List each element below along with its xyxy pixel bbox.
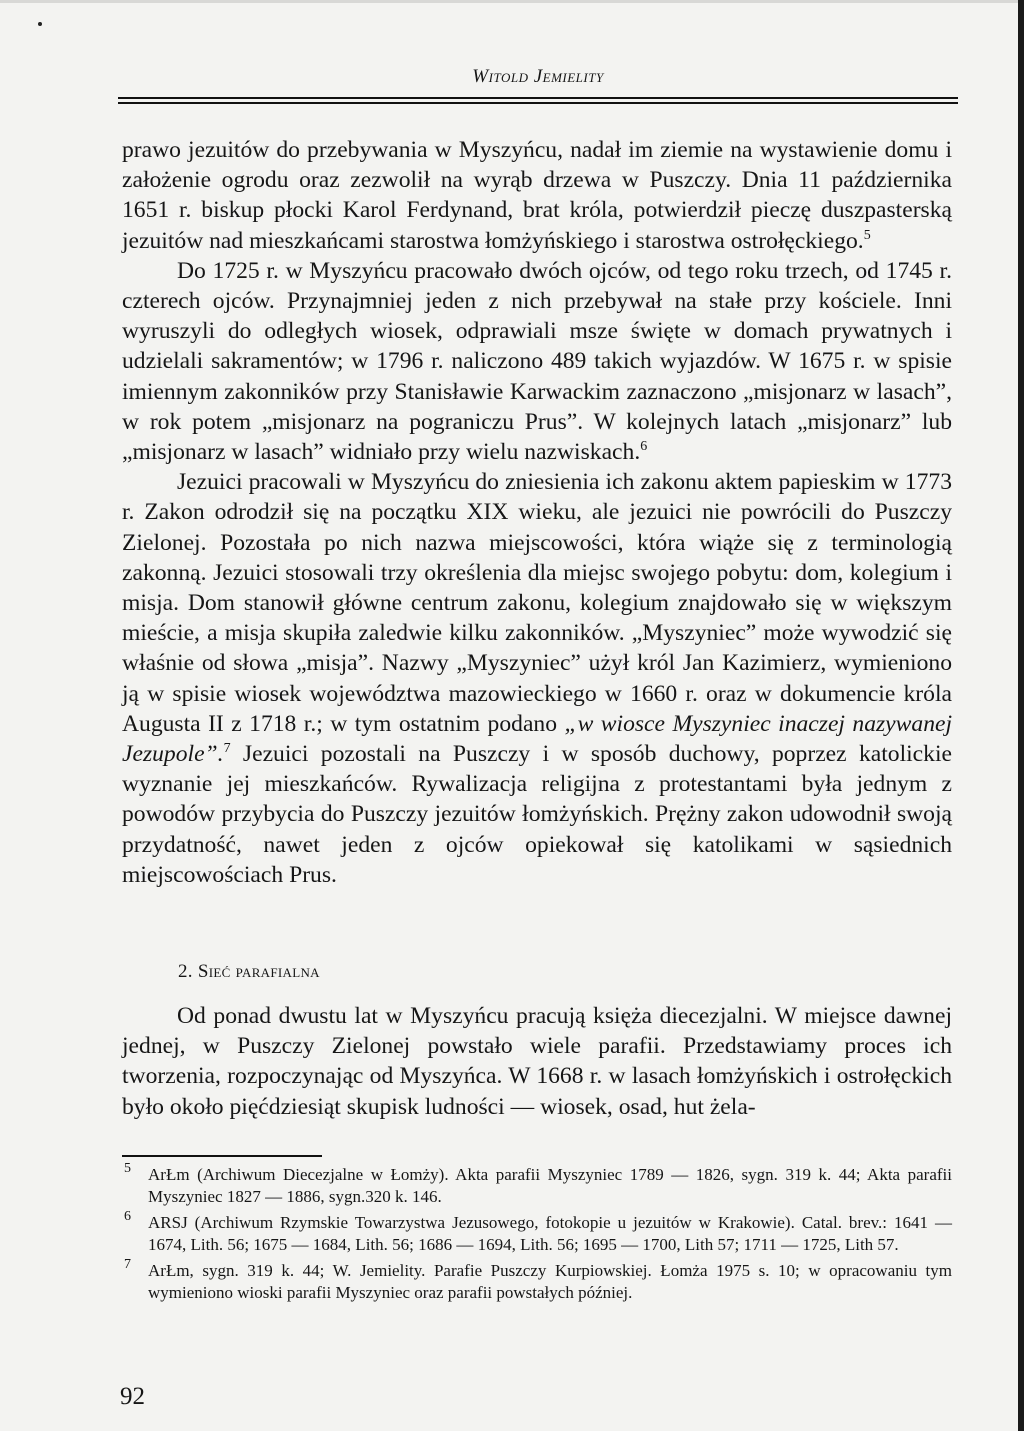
footnote-number: 7 bbox=[124, 1257, 131, 1272]
footnotes bbox=[122, 1161, 952, 1308]
footnote-ref: 6 bbox=[640, 439, 648, 455]
footnote-rule bbox=[122, 1155, 322, 1157]
scan-dot bbox=[38, 22, 42, 26]
footnote-text: ArŁm (Archiwum Diecezjalne w Łomży). Akta parafii Myszyniec 1789 — 1826, sygn. 319 k. 44; Akta parafii Myszyniec 1827 — 1886, sygn.320 k. 146. bbox=[148, 1165, 952, 1206]
main-text bbox=[122, 135, 952, 890]
section-number: 2. bbox=[178, 961, 193, 982]
section-heading bbox=[178, 961, 320, 983]
paragraph: Do 1725 r. w Myszyńcu pracowało dwóch ojców, od tego roku trzech, od 1745 r. czterech ojców. Przynajmniej jeden z nich przebywał na stałe przy kościele. Inni wyruszyli do odległych wiosek, odprawiali msze święte w domach prywatnych i udzielali sakramentów; w 1796 r. naliczono 489 takich wyjazdów. W 1675 r. w spisie imiennym zakonników przy Stanisławie Karwackim zaznaczono „misjonarz w lasach”, w rok potem „misjonarz na pograniczu Prus”. W kolejnych latach „misjonarz” lub „misjonarz w lasach” widniało przy wielu nazwiskach.$^6$ bbox=[122, 257, 952, 466]
scan-right-edge bbox=[1018, 0, 1024, 1431]
page-header bbox=[118, 66, 958, 106]
paragraph: Od ponad dwustu lat w Myszyńcu pracują księża diecezjalni. W miejsce dawnej jednej, w Puszczy Zielonej powstało wiele parafii. Przedstawiamy proces ich tworzenia, rozpoczynając od Myszyńca. W 1668 r. w lasach łomżyńskich i ostrołęckich było około pięćdziesiąt skupisk ludności — wiosek, osad, hut żela- bbox=[122, 1003, 952, 1120]
footnote-ref: 7 bbox=[223, 741, 231, 757]
header-rule-top bbox=[118, 97, 958, 99]
quotation-italic: „w wiosce Myszyniec inaczej nazywanej Jezupole”. bbox=[122, 710, 953, 768]
section-title: Sieć parafialna bbox=[197, 961, 320, 982]
paragraph: prawo jezuitów do przebywania w Myszyńcu, nadał im ziemie na wystawienie domu i założenie ogrodu oraz zezwolił na wyrąb drzewa w Puszczy. Dnia 11 października 1651 r. biskup płocki Karol Ferdynand, brat króla, potwierdził pieczę duszpasterską jezuitów nad mieszkańcami starostwa łomżyńskiego i starostwa ostrołęckiego.$^5$ bbox=[122, 137, 952, 254]
header-rule-bottom bbox=[118, 102, 958, 104]
running-head: Witold Jemielity bbox=[472, 66, 604, 87]
footnote-text: ArŁm, sygn. 319 k. 44; W. Jemielity. Parafie Puszczy Kurpiowskiej. Łomża 1975 s. 10; w opracowaniu tym wymieniono wioski parafii Myszyniec oraz parafii powstałych później. bbox=[148, 1261, 952, 1302]
footnote-number: 5 bbox=[124, 1161, 131, 1176]
footnote bbox=[122, 1209, 952, 1256]
paragraph: Jezuici pracowali w Myszyńcu do zniesienia ich zakonu aktem papieskim w 1773 r. Zakon odrodził się na początku XIX wieku, ale jezuici nie powrócili do Puszczy Zielonej. Pozostała po nich nazwa miejscowości, która wiąże się z terminologią zakonną. Jezuici stosowali trzy określenia dla miejsc swojego pobytu: dom, kolegium i misja. Dom stanowił główne centrum zakonu, kolegium znajdowało się w większym mieście, a misja skupiła zaledwie kilku zakonników. „Myszyniec” może wywodzić się właśnie od słowa „misja”. Nazwy „Myszyniec” użył król Jan Kazimierz, wymieniono ją w spisie wiosek województwa mazowieckiego w 1660 r. oraz w dokumencie króla Augusta II z 1718 r.; w tym ostatnim podano „w wiosce Myszyniec inaczej nazywanej Jezupole”.$^7$ Jezuici pozostali na Puszczy i w sposób duchowy, poprzez katolickie wyznanie jej mieszkańców. Rywalizacja religijna z protestantami była jednym z powodów przybycia do Puszczy jezuitów łomżyńskich. Prężny zakon udowodnił swoją przydatność, nawet jeden z ojców opiekował się katolikami w sąsiednich miejscowościach Prus. bbox=[122, 469, 953, 888]
footnote bbox=[122, 1257, 952, 1304]
footnote-number: 6 bbox=[124, 1209, 131, 1224]
page-number: 92 bbox=[120, 1383, 145, 1410]
section-text bbox=[122, 1001, 952, 1122]
footnote bbox=[122, 1161, 952, 1208]
footnote-ref: 5 bbox=[863, 227, 871, 243]
footnote-text: ARSJ (Archiwum Rzymskie Towarzystwa Jezusowego, fotokopie u jezuitów w Krakowie). Catal. brev.: 1641 — 1674, Lith. 56; 1675 — 1684, Lith. 56; 1686 — 1694, Lith. 56; 1695 — 1700, Lith 57; 1711 — 1725, Lith 57. bbox=[148, 1213, 952, 1254]
scan-top-edge bbox=[0, 0, 1024, 3]
